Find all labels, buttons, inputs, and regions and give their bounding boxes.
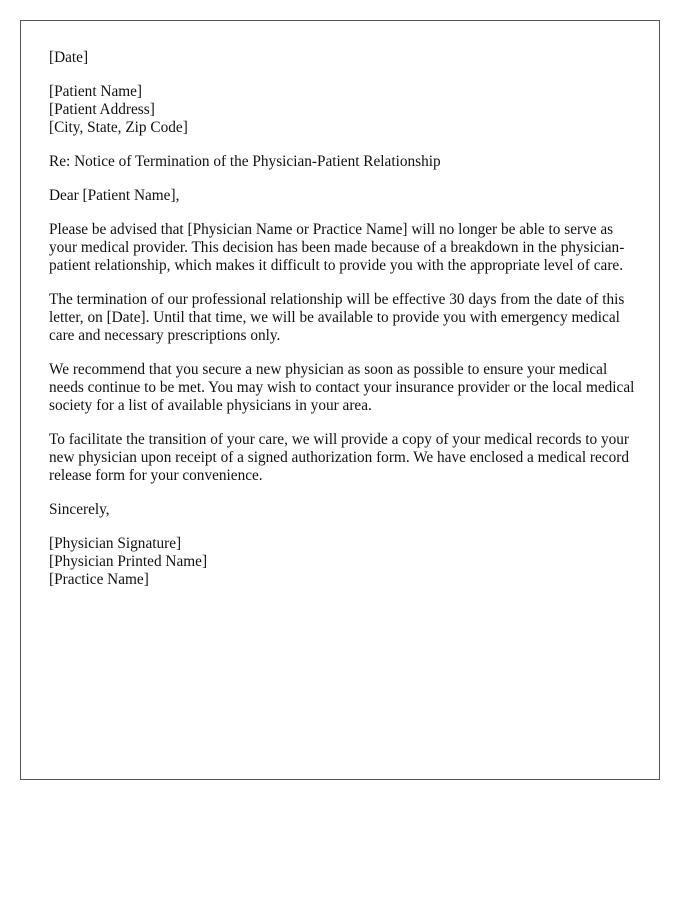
letter-page — [20, 20, 660, 780]
patient-address: [Patient Address] — [49, 101, 155, 118]
practice-name: [Practice Name] — [49, 571, 149, 588]
physician-printed-name: [Physician Printed Name] — [49, 553, 208, 570]
city-state-zip: [City, State, Zip Code] — [49, 119, 188, 136]
signature-block — [49, 535, 639, 589]
subject-line: Re: Notice of Termination of the Physician-Patient Relationship — [49, 153, 441, 170]
salutation: Dear [Patient Name], — [49, 187, 180, 204]
paragraph-1: Please be advised that [Physician Name or Practice Name] will no longer be able to serve as your medical provider. This decision has been made because of a breakdown in the physician-patient relationship, which makes it difficult to provide you with the appropriate level of care. — [49, 221, 625, 274]
letter-body — [49, 49, 639, 589]
letter-date: [Date] — [49, 49, 89, 66]
paragraph-4: To facilitate the transition of your care, we will provide a copy of your medical records to your new physician upon receipt of a signed authorization form. We have enclosed a medical record release form for your convenience. — [49, 431, 630, 484]
paragraph-2: The termination of our professional relationship will be effective 30 days from the date of this letter, on [Date]. Until that time, we will be available to provide you with emergency medical care and necessary prescriptions only. — [49, 291, 625, 344]
recipient-block — [49, 83, 639, 137]
physician-signature: [Physician Signature] — [49, 535, 182, 552]
paragraph-3: We recommend that you secure a new physician as soon as possible to ensure your medical needs continue to be met. You may wish to contact your insurance provider or the local medical society for a list of available physicians in your area. — [49, 361, 635, 414]
patient-name: [Patient Name] — [49, 83, 143, 100]
closing: Sincerely, — [49, 501, 110, 518]
